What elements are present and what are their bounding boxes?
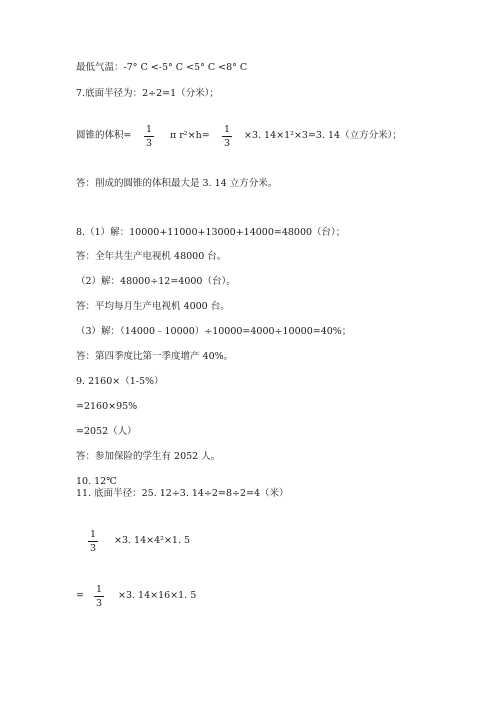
fraction-bar [88,541,98,542]
fraction-bar [94,596,104,597]
text-line-q9-answer: 答：参加保险的学生有 2052 人。 [76,451,221,462]
fraction-numerator: 1 [95,584,103,595]
text-q11-formula2: ×3. 14×16×1. 5 [118,590,197,601]
fraction-one-third [144,124,154,149]
text-line-q10: 10. 12℃ [76,476,117,487]
fraction-denominator: 3 [89,543,97,554]
text-line-q8-answer3: 答：第四季度比第一季度增产 40%。 [76,351,234,362]
text-line-q11-radius: 11. 底面半径：25. 12÷3. 14÷2=8÷2=4（米） [76,488,289,499]
fraction-one-third [222,124,232,149]
fraction-one-third [94,584,104,609]
text-cone-volume-formula: π r²×h= [170,130,210,141]
text-line-q8-part3: （3）解：（14000﹣10000）÷10000=4000÷10000=40%； [76,326,352,337]
text-cone-volume-calc: ×3. 14×1²×3=3. 14（立方分米）； [244,130,402,141]
text-line-q9-expr: 9. 2160×（1-5%） [76,376,164,387]
text-q11-formula1: ×3. 14×4²×1. 5 [114,535,191,546]
fraction-numerator: 1 [145,124,153,135]
text-line-q7-answer: 答：削成的圆锥的体积最大是 3. 14 立方分米。 [76,178,278,189]
text-line-q8-answer2: 答：平均每月生产电视机 4000 台。 [76,301,230,312]
text-line-q9-step1: =2160×95% [76,401,138,412]
fraction-denominator: 3 [95,598,103,609]
fraction-one-third [88,529,98,554]
text-line-q8-part1: 8.（1）解：10000+11000+13000+14000=48000（台）； [76,227,346,238]
fraction-bar [222,136,232,137]
fraction-numerator: 1 [89,529,97,540]
text-line-q9-step2: =2052（人） [76,426,137,437]
fraction-denominator: 3 [145,138,153,149]
text-cone-volume-prefix: 圆锥的体积= [76,130,132,141]
fraction-denominator: 3 [223,138,231,149]
text-line-q8-part2: （2）解：48000÷12=4000（台）。 [76,276,236,287]
fraction-numerator: 1 [223,124,231,135]
fraction-bar [144,136,154,137]
text-line-q8-answer1: 答：全年共生产电视机 48000 台。 [76,251,227,262]
text-line-q7-radius: 7.底面半径为：2÷2=1（分米）； [76,88,219,99]
text-q11-equals: = [76,590,84,601]
text-line-temperature: 最低气温：-7° C <-5° C <5° C <8° C [76,62,248,73]
